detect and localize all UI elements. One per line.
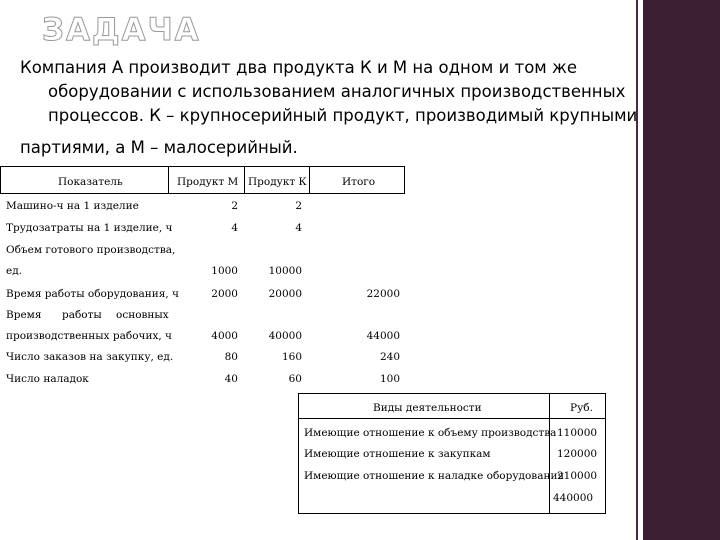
row-label-line1: Объем готового производства,	[6, 244, 176, 256]
header-rub: Руб.	[570, 402, 593, 414]
row-label: Машино-ч на 1 изделие	[6, 200, 139, 212]
header-activity: Виды деятельности	[373, 402, 482, 414]
value-k: 40000	[268, 330, 302, 342]
header-indicator: Показатель	[58, 176, 123, 188]
activities-col-divider	[549, 393, 550, 514]
value-total: 22000	[366, 288, 400, 300]
header-product-k: Продукт К	[248, 176, 307, 188]
value-m: 4000	[211, 330, 238, 342]
row-label-line1: основных	[116, 309, 169, 321]
activity-total: 440000	[553, 492, 594, 504]
table-col-divider	[168, 166, 169, 194]
value-total: 44000	[366, 330, 400, 342]
row-label-line1: Время	[6, 309, 42, 321]
value-k: 2	[295, 200, 302, 212]
value-m: 2	[231, 200, 238, 212]
value-k: 4	[295, 222, 302, 234]
table-col-divider	[244, 166, 245, 194]
activity-amount: 110000	[557, 427, 598, 439]
activity-label: Имеющие отношение к объему производства	[304, 427, 557, 439]
row-label: Число наладок	[6, 373, 89, 385]
slide-title: ЗАДАЧА	[42, 12, 201, 48]
value-m: 2000	[211, 288, 238, 300]
header-total: Итого	[342, 176, 376, 188]
task-line-3: процессов. К – крупносерийный продукт, производимый крупными	[48, 106, 638, 125]
table-header-divider	[0, 193, 405, 194]
activity-amount: 120000	[557, 448, 598, 460]
row-label-line1: работы	[62, 309, 102, 321]
task-line-2: оборудовании с использованием аналогичных производственных	[48, 82, 626, 101]
task-line-4: партиями, а М – малосерийный.	[20, 138, 298, 157]
value-k: 160	[281, 351, 302, 363]
row-label: Время работы оборудования, ч	[6, 288, 179, 300]
value-m: 4	[231, 222, 238, 234]
activity-amount: 210000	[557, 470, 598, 482]
activity-label: Имеющие отношение к закупкам	[304, 448, 491, 460]
activity-label: Имеющие отношение к наладке оборудования	[304, 470, 565, 482]
value-m: 40	[224, 373, 238, 385]
table-col-divider	[309, 166, 310, 194]
activities-header-divider	[298, 418, 606, 419]
value-total: 100	[379, 373, 400, 385]
row-label: Число заказов на закупку, ед.	[6, 351, 174, 363]
header-product-m: Продукт М	[177, 176, 239, 188]
row-label: ед.	[6, 265, 23, 277]
value-m: 80	[224, 351, 238, 363]
value-k: 20000	[268, 288, 302, 300]
task-line-1: Компания А производит два продукта К и М на одном и том же	[20, 58, 577, 77]
table-border-left	[0, 166, 1, 194]
value-k: 10000	[268, 265, 302, 277]
value-m: 1000	[211, 265, 238, 277]
value-total: 240	[379, 351, 400, 363]
row-label: производственных рабочих, ч	[6, 330, 172, 342]
value-k: 60	[288, 373, 302, 385]
table-border-right	[404, 166, 405, 194]
table-border-top	[0, 166, 405, 167]
task-description	[20, 56, 668, 160]
row-label: Трудозатраты на 1 изделие, ч	[6, 222, 173, 234]
